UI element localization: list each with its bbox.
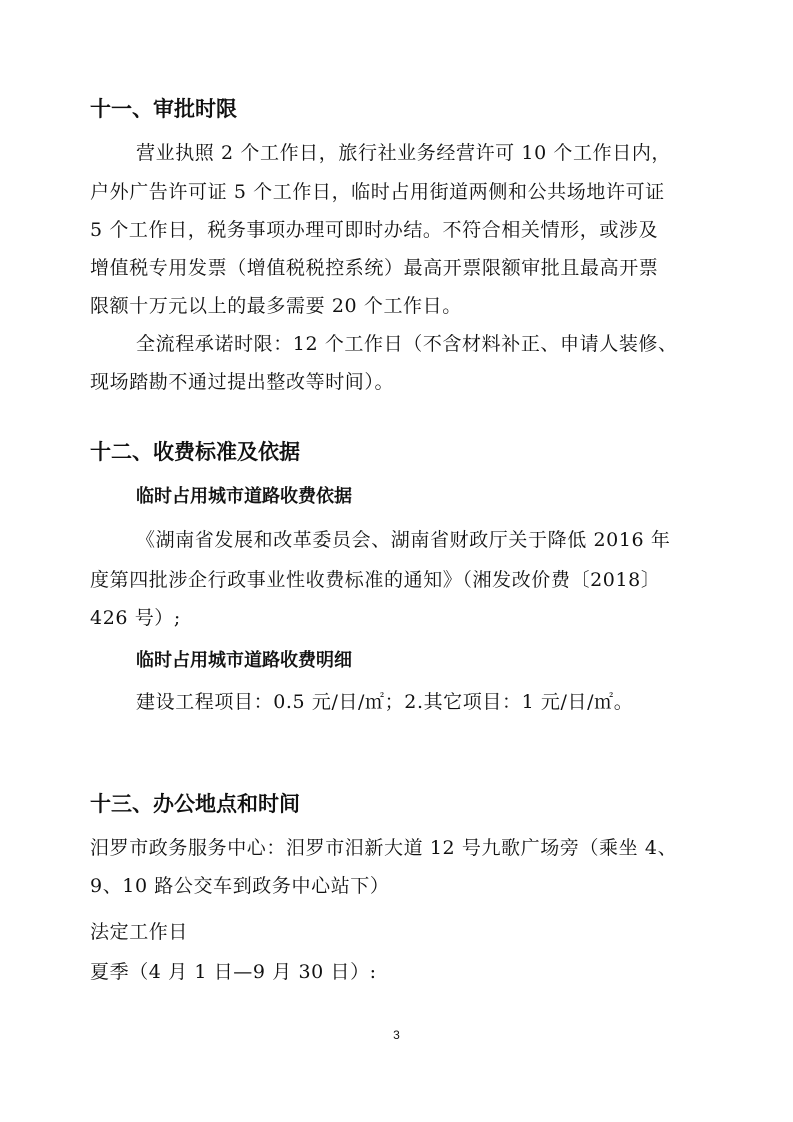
subheading-fee-details: 临时占用城市道路收费明细 <box>136 650 352 671</box>
paragraph-line: 限额十万元以上的最多需要 20 个工作日。 <box>90 295 462 317</box>
section-heading-office-location: 十三、办公地点和时间 <box>90 792 300 816</box>
paragraph-line: 建设工程项目：0.5 元/日/㎡；2.其它项目：1 元/日/㎡。 <box>136 691 634 713</box>
paragraph-line: 汨罗市政务服务中心：汨罗市汨新大道 12 号九歌广场旁（乘坐 4、 <box>90 837 678 859</box>
paragraph-line: 现场踏勘不通过提出整改等时间）。 <box>90 371 395 393</box>
page-number: 3 <box>393 1028 400 1042</box>
paragraph-line: 9、10 路公交车到政务中心站下） <box>90 875 390 897</box>
paragraph-line: 营业执照 2 个工作日，旅行社业务经营许可 10 个工作日内， <box>136 142 672 164</box>
section-heading-approval-time: 十一、审批时限 <box>90 97 237 121</box>
paragraph-line: 5 个工作日，税务事项办理可即时办结。不符合相关情形，或涉及 <box>90 219 659 241</box>
paragraph-line: 户外广告许可证 5 个工作日，临时占用街道两侧和公共场地许可证 <box>90 181 665 203</box>
paragraph-line: 法定工作日 <box>90 921 189 943</box>
paragraph-line: 夏季（4 月 1 日—9 月 30 日）: <box>90 961 377 983</box>
paragraph-line: 度第四批涉企行政事业性收费标准的通知》（湘发改价费〔2018〕 <box>90 569 661 591</box>
paragraph-line: 426 号）; <box>90 607 181 629</box>
section-heading-fee-standard: 十二、收费标准及依据 <box>90 440 300 464</box>
paragraph-line: 《湖南省发展和改革委员会、湖南省财政厅关于降低 2016 年 <box>136 529 671 551</box>
subheading-fee-basis: 临时占用城市道路收费依据 <box>136 486 352 507</box>
paragraph-line: 全流程承诺时限：12 个工作日（不含材料补正、申请人装修、 <box>136 333 678 355</box>
paragraph-line: 增值税专用发票（增值税税控系统）最高开票限额审批且最高开票 <box>90 257 659 279</box>
